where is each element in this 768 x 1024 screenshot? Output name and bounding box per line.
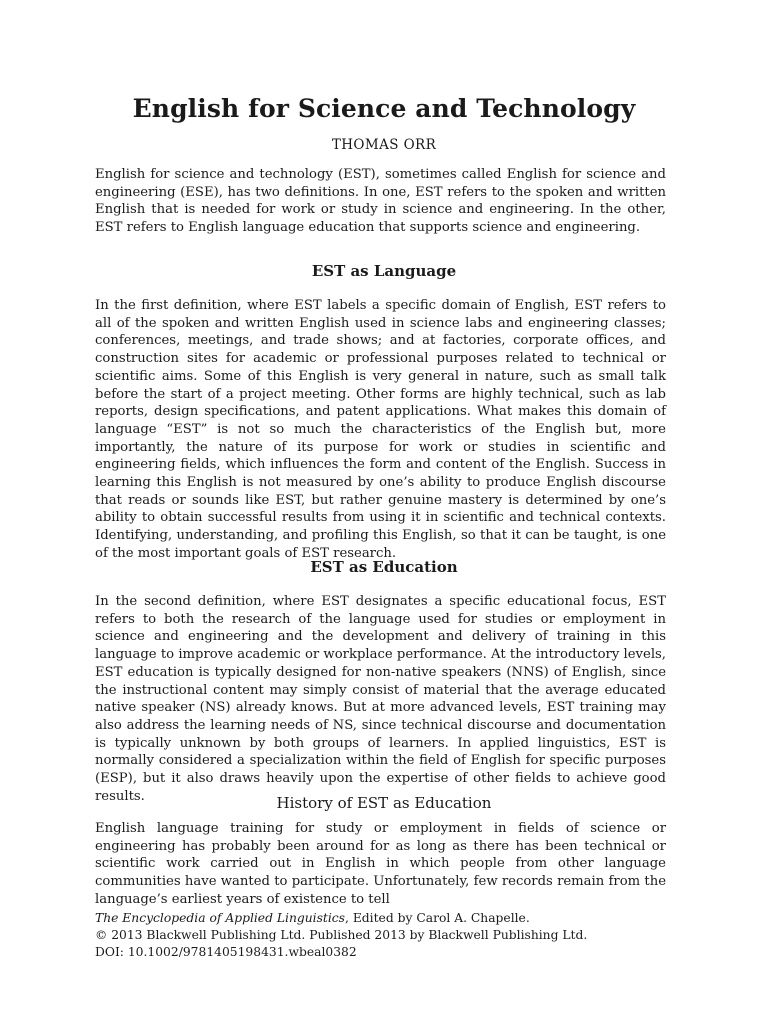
- citation-line: [95, 910, 695, 927]
- subsection-heading-history: History of EST as Education: [276, 794, 492, 812]
- section-paragraph-est-education: In the second definition, where EST designates a specific educational focus, EST refers to both the research of the language used for studies or employment in science and engineering and the development and delivery of training in this language to improve academic or workplace performance. At the introductory levels, EST education is typically designed for non-native speakers (NNS) of English, since the instructional content may simply consist of material that the average educated native speaker (NS) already knows. But at more advanced levels, EST training may also address the learning needs of NS, since technical discourse and documentation is typically unknown by both groups of learners. In applied linguistics, EST is normally considered a specialization within the field of English for specific purposes (ESP), but it also draws heavily upon the expertise of other fields to achieve good results.: [95, 594, 666, 804]
- doi-line: DOI: 10.1002/9781405198431.wbeal0382: [95, 945, 357, 959]
- author-name: THOMAS ORR: [331, 137, 437, 153]
- article-title: English for Science and Technology: [132, 94, 636, 123]
- editor-credit: , Edited by Carol A. Chapelle.: [345, 911, 530, 925]
- section-paragraph-est-language: In the first definition, where EST labels a specific domain of English, EST refers to all of the spoken and written English used in science labs and engineering classes; conferences, meetings, and trade shows; and at factories, corporate offices, and construction sites for academic or professional purposes related to technical or scientific aims. Some of this English is very general in nature, such as small talk before the start of a project meeting. Other forms are highly technical, such as lab reports, design specifications, and patent applications. What makes this domain of language “EST” is not so much the characteristics of the English but, more importantly, the nature of its purpose for work or studies in scientific and engineering fields, which influences the form and content of the English. Success in learning this English is not measured by one’s ability to produce English discourse that reads or sounds like EST, but rather genuine mastery is determined by one’s ability to obtain successful results from using it in scientific and technical contexts. Identifying, understanding, and profiling this English, so that it can be taught, is one of the most important goals of EST research.: [95, 298, 666, 561]
- copyright-line: © 2013 Blackwell Publishing Ltd. Published 2013 by Blackwell Publishing Ltd.: [95, 928, 588, 942]
- section-heading-est-education: EST as Education: [310, 558, 458, 576]
- intro-paragraph: English for science and technology (EST), sometimes called English for science and engineering (ESE), has two definitions. In one, EST refers to the spoken and written English that is needed for work or study in science and engineering. In the other, EST refers to English language education that supports science and engineering.: [95, 167, 666, 236]
- citation-footer: [95, 910, 695, 961]
- journal-title: The Encyclopedia of Applied Linguistics: [95, 911, 345, 925]
- section-heading-est-language: EST as Language: [311, 262, 457, 280]
- subsection-paragraph-history: English language training for study or employment in fields of science or engineering has probably been around for as long as there has been technical or scientific work carried out in English in which people from other language communities have wanted to participate. Unfortunately, few records remain from the language’s earliest years of existence to tell: [95, 821, 666, 907]
